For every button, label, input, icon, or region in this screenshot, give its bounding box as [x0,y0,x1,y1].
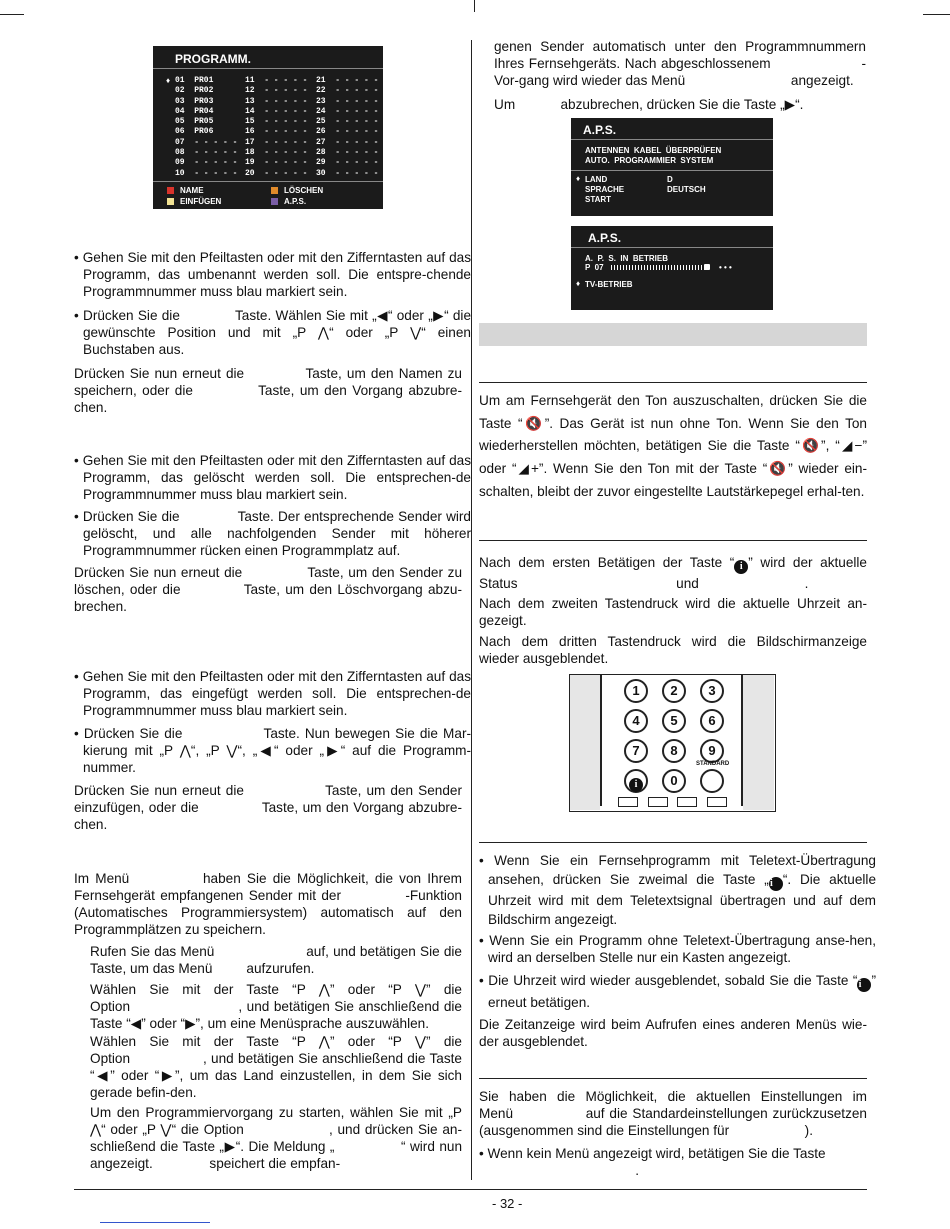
aps-intro: Im Menü haben Sie die Möglichkeit, die von Ihrem Fernsehgerät empfangenen Sender mit der -Funktion (Automatisches Programmiersystem) automatisch auf den Programmplätzen zu speichern. [74,871,462,937]
info-key-icon: i [857,978,871,992]
remote-button [648,797,668,807]
programm-entry: 04 PR04 [175,106,214,116]
digit-key-6: 6 [700,709,724,733]
programm-entry: 18 - - - - - [245,148,308,158]
programm-entry: 02 PR02 [175,86,214,96]
programm-column-2 [245,76,307,179]
aps-land-label: LAND [585,175,608,184]
delete-confirm: Drücken Sie nun erneut die Taste, um den Sender zu löschen, oder die Taste, um den Löschvorgang abzu-brechen. [74,565,463,614]
insert-confirm: Drücken Sie nun erneut die Taste, um den Sender einzufügen, oder die Taste, um den Vorgang abzubre-chen. [74,783,462,832]
aps-osd-setup [571,118,773,216]
digit-key-0: 0 [662,769,686,793]
programm-entry: 07 - - - - - [175,137,238,147]
programm-entry: 10 - - - - - [175,168,238,178]
aps-osd-title: A.P.S. [588,231,622,245]
standard-label: STANDARD [696,761,730,767]
aps-osd-title: A.P.S. [583,123,617,137]
crop-mark [923,14,950,15]
info-step-2: Nach dem zweiten Tastendruck wird die aktuelle Uhrzeit an-gezeigt. [479,596,867,628]
aps-step-4: Um den Programmiervorgang zu starten, wählen Sie mit „P ⋀“ oder „P ⋁“ die Option , und drücken Sie an-schließend die Taste „▶“. Die Meldung „ “ wird nun angezeigt. speichert die empfan- [90,1105,463,1171]
info-step-1: Nach dem ersten Betätigen der Taste “ i ” wird der aktuelle Status und . [479,555,867,591]
programm-entry: 19 - - - - - [245,158,308,168]
programm-entry: 29 - - - - - [316,158,379,168]
section-rule [479,382,867,383]
aps-progress-bar [611,265,706,270]
programm-entry: 11 - - - - - [245,76,308,85]
aps-osd-running [571,226,773,310]
aps-progress-marker [704,264,710,270]
standard-key [700,769,724,793]
selection-arrow-icon: ♦ [576,174,581,183]
aps-continued: genen Sender automatisch unter den Programmnummern Ihres Fernsehgeräts. Nach abgeschlossenem -Vor-gang wird wieder das Menü angezeigt. [494,39,866,88]
programm-entry: 25 - - - - - [316,117,379,127]
programm-entry: 27 - - - - - [316,137,379,147]
remote-edge-right [743,675,774,810]
insert-step-1: • Gehen Sie mit den Pfeiltasten oder mit den Zifferntasten auf das Programm, das eingefügt werden soll. Die entsprechen-de Programmnummer muss blau markiert sein. [74,669,471,718]
aps-cancel: Um abzubrechen, drücken Sie die Taste „▶“. [494,97,804,112]
standard-step-1: • Wenn kein Menü angezeigt wird, betätigen Sie die Taste . [479,1146,826,1178]
digit-key-7: 7 [624,739,648,763]
programm-entry: 12 - - - - - [245,86,308,96]
programm-entry: 16 - - - - - [245,127,308,137]
programm-entry: 15 - - - - - [245,117,308,127]
delete-step-1: • Gehen Sie mit den Pfeiltasten oder mit den Zifferntasten auf das Programm, das gelöscht werden soll. Die entsprechen-de Programmnummer muss blau markiert sein. [74,453,471,502]
rename-confirm: Drücken Sie nun erneut die Taste, um den Namen zu speichern, oder die Taste, um den Vorgang abzubre-chen. [74,366,462,415]
footer-rule [74,1189,867,1190]
teletext-step-1: • Wenn Sie ein Fernsehprogramm mit Teletext-Übertragung ansehen, drücken Sie zweimal die Taste „i “. Die aktuelle Uhrzeit wird mit dem Teletextsignal übertragen und auf dem Bildschirm angezeigt. [479,853,877,927]
aps-tv-betrieb: TV-BETRIEB [585,280,633,289]
section-heading-bar [479,323,867,346]
programm-entry: 05 PR05 [175,117,214,127]
aps-running-program: P 07 [585,263,604,272]
programm-osd [153,46,383,209]
teletext-step-3: • Die Uhrzeit wird wieder ausgeblendet, sobald Sie die Taste “i ” erneut betätigen. [479,973,876,1010]
digit-key-1: 1 [624,679,648,703]
teletext-step-2: • Wenn Sie ein Programm ohne Teletext-Übertragung anse-hen, wird an derselben Stelle nur ein Kasten angezeigt. [479,933,876,965]
programm-entry: 13 - - - - - [245,96,308,106]
aps-step-1: Rufen Sie das Menü auf, und betätigen Sie die Taste, um das Menü aufzurufen. [90,944,462,976]
insert-step-2: • Drücken Sie die Taste. Nun bewegen Sie die Mar-kierung mit „P ⋀“, „P ⋁“, „◀“ oder „▶“ auf die Programm-nummer. [74,726,471,775]
info-key-icon: i [769,877,783,891]
digit-key-3: 3 [700,679,724,703]
programm-entry: 24 - - - - - [316,106,379,116]
digit-key-9: 9 [700,739,724,763]
programm-entry: 06 PR06 [175,127,214,137]
programm-entry: 14 - - - - - [245,106,308,116]
programm-entry: 28 - - - - - [316,148,379,158]
rename-step-1: • Gehen Sie mit den Pfeiltasten oder mit den Zifferntasten auf das Programm, das umbenannt werden soll. Die entspre-chende Programmnummer muss blau markiert sein. [74,250,471,299]
column-divider [471,40,472,1180]
section-rule [479,1078,867,1079]
aps-sprache-value: DEUTSCH [667,185,706,194]
rename-step-2: • Drücken Sie die Taste. Wählen Sie mit „◀“ oder „▶“ die gewünschte Position und mit „P ⋀“ oder „P ⋁“ einen Buchstaben aus. [74,308,472,357]
teletext-note: Die Zeitanzeige wird beim Aufrufen eines anderen Menüs wie-der ausgeblendet. [479,1017,867,1049]
remote-control-illustration [569,674,776,812]
remote-button [618,797,638,807]
programm-osd-title: PROGRAMM. [175,52,251,66]
digit-key-2: 2 [662,679,686,703]
aps-sprache-label: SPRACHE [585,185,625,194]
section-rule [479,540,867,541]
digit-key-8: 8 [662,739,686,763]
aps-osd-line-2: AUTO. PROGRAMMIER SYSTEM [585,156,714,165]
programm-entry: 26 - - - - - [316,127,379,137]
crop-mark [474,0,475,12]
selection-arrow-icon: ♦ [576,279,581,288]
remote-edge-left [570,675,600,810]
programm-entry: 08 - - - - - [175,148,238,158]
programm-entry: 03 PR03 [175,96,214,106]
delete-step-2: • Drücken Sie die Taste. Der entsprechende Sender wird gelöscht, und alle nachfolgenden Sender mit höherer Programmnummer rücken einen Programmplatz auf. [74,509,471,558]
info-key-icon: i [624,769,648,793]
digit-key-4: 4 [624,709,648,733]
programm-entry: 09 - - - - - [175,158,238,168]
legend-loeschen: LÖSCHEN [271,186,323,196]
programm-entry: 22 - - - - - [316,86,379,96]
programm-entry: 17 - - - - - [245,137,308,147]
remote-button [677,797,697,807]
aps-progress-dots: • • • [719,263,732,272]
aps-land-value: D [667,175,673,184]
digit-key-5: 5 [662,709,686,733]
programm-column-3 [316,76,378,179]
aps-step-2: Wählen Sie mit der Taste “P ⋀” oder “P ⋁” die Option , und betätigen Sie anschließend die Taste “◀” oder “▶”, um eine Menüsprache auszuwählen. [90,982,462,1031]
aps-running-status: A. P. S. IN BETRIEB [585,254,668,263]
selection-arrow-icon: ♦ [166,76,171,85]
crop-mark [0,14,24,15]
programm-entry: 21 - - - - - [316,76,379,85]
info-step-3: Nach dem dritten Tastendruck wird die Bildschirmanzeige wieder ausgeblendet. [479,634,867,666]
hyperlink-underline [100,1222,210,1223]
page-number: - 32 - [492,1196,523,1211]
mute-text: Um am Fernsehgerät den Ton auszuschalten, drücken Sie die Taste “🔇”. Das Gerät ist nun ohne Ton. Wenn Sie den Ton wiederherstellen möchten, betätigen Sie die Taste “🔇”, “◢−” oder “◢+”. Wenn Sie den Ton mit der Taste “🔇” wieder ein-schalten, bleibt der zuvor eingestellte Lautstärkepegel erhal-ten. [479,393,867,499]
aps-step-3: Wählen Sie mit der Taste “P ⋀” oder “P ⋁” die Option , und betätigen Sie anschließend die Taste “◀” oder “▶”, um das Land einzustellen, in dem Sie sich gerade befin-den. [90,1034,462,1100]
aps-osd-line-1: ANTENNEN KABEL ÜBERPRÜFEN [585,146,722,155]
programm-entry: 01 PR01 [175,76,214,85]
programm-entry: 23 - - - - - [316,96,379,106]
legend-name: NAME [167,186,204,196]
legend-aps: A.P.S. [271,197,306,207]
programm-entry: 30 - - - - - [316,168,379,178]
programm-entry: 20 - - - - - [245,168,308,178]
remote-button [707,797,727,807]
aps-start-label: START [585,195,612,204]
info-key-icon: i [734,560,748,574]
programm-column-1 [175,76,237,179]
section-rule [479,842,867,843]
legend-einfuegen: EINFÜGEN [167,197,221,207]
standard-intro: Sie haben die Möglichkeit, die aktuellen Einstellungen im Menü auf die Standardeinstellungen zurückzusetzen (ausgenommen sind die Einstellungen für ). [479,1089,867,1138]
